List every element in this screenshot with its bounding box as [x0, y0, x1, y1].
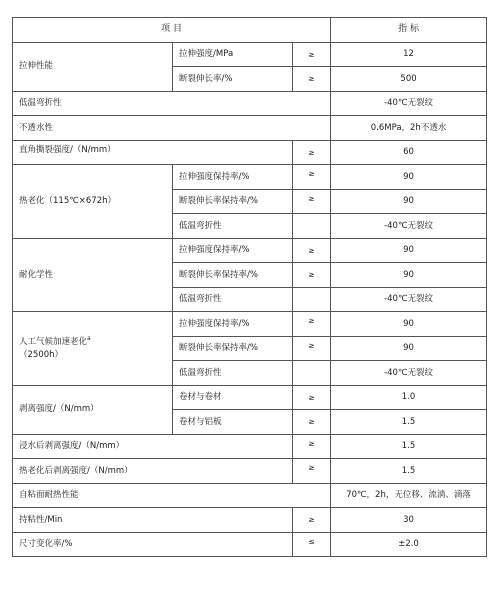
sub-label: 断裂伸长率保持率/%	[173, 189, 293, 214]
comparator: ≥	[293, 67, 331, 92]
value-cell: -40℃无裂纹	[331, 287, 487, 312]
value-cell: 1.5	[331, 410, 487, 435]
value-cell: 90	[331, 189, 487, 214]
sub-label: 卷材与铝板	[173, 410, 293, 435]
comparator: ≥	[293, 42, 331, 67]
footnote-mark: a	[87, 334, 91, 342]
table-row	[13, 459, 487, 484]
value-cell: -40℃无裂纹	[331, 361, 487, 386]
value-cell: 1.5	[331, 459, 487, 484]
comparator: ≤	[293, 532, 331, 557]
row-name-hold: 持粘性/Min	[13, 508, 293, 533]
comparator: ≥	[293, 140, 331, 165]
weathering-name: 人工气候加速老化	[19, 336, 88, 347]
value-cell: 90	[331, 336, 487, 361]
comparator	[293, 287, 331, 312]
comparator	[293, 214, 331, 239]
value-cell: 60	[331, 140, 487, 165]
comparator: ≥	[293, 263, 331, 288]
sub-label: 拉伸强度保持率/%	[173, 238, 293, 263]
value-cell: 1.5	[331, 434, 487, 459]
value-cell: 500	[331, 67, 487, 92]
row-name-weathering	[13, 312, 173, 386]
weathering-duration: （2500h）	[19, 350, 64, 361]
sub-label: 拉伸强度保持率/%	[173, 312, 293, 337]
table-row	[13, 434, 487, 459]
row-name-heat-aging: 热老化（115℃×672h）	[13, 165, 173, 239]
sub-label: 断裂伸长率保持率/%	[173, 263, 293, 288]
comparator: ≥	[293, 508, 331, 533]
comparator: ≥	[293, 165, 331, 190]
comparator: ≥	[293, 410, 331, 435]
value-cell: 1.0	[331, 385, 487, 410]
comparator: ≥	[293, 434, 331, 459]
row-name-self-adhesive: 自粘面耐热性能	[13, 483, 331, 508]
comparator: ≥	[293, 238, 331, 263]
value-cell: 70℃，2h，无位移、流淌、滴落	[331, 483, 487, 508]
comparator: ≥	[293, 336, 331, 361]
sub-label: 卷材与卷材	[173, 385, 293, 410]
value-cell: 90	[331, 165, 487, 190]
row-name-peel-heat: 热老化后剥离强度/（N/mm）	[13, 459, 293, 484]
sub-label: 低温弯折性	[173, 287, 293, 312]
sub-label: 低温弯折性	[173, 361, 293, 386]
row-name-chemical: 耐化学性	[13, 238, 173, 312]
value-cell: 0.6MPa，2h不透水	[331, 116, 487, 141]
comparator: ≥	[293, 459, 331, 484]
header-index: 指 标	[331, 18, 487, 43]
table-row	[13, 238, 487, 263]
comparator: ≥	[293, 312, 331, 337]
value-cell: -40℃无裂纹	[331, 214, 487, 239]
table-row	[13, 532, 487, 557]
row-name-dimension: 尺寸变化率/%	[13, 532, 293, 557]
header-row	[13, 18, 487, 43]
header-item: 项 目	[13, 18, 331, 43]
value-cell: 90	[331, 238, 487, 263]
spec-table	[12, 17, 487, 557]
sub-label: 拉伸强度/MPa	[173, 42, 293, 67]
table-row	[13, 91, 487, 116]
row-name-impermeable: 不透水性	[13, 116, 331, 141]
sub-label: 断裂伸长率/%	[173, 67, 293, 92]
row-name-low-temp: 低温弯折性	[13, 91, 331, 116]
row-name-peel-water: 浸水后剥离强度/（N/mm）	[13, 434, 293, 459]
value-cell: -40℃无裂纹	[331, 91, 487, 116]
value-cell: 90	[331, 312, 487, 337]
table-row	[13, 385, 487, 410]
sub-label: 拉伸强度保持率/%	[173, 165, 293, 190]
value-cell: 30	[331, 508, 487, 533]
value-cell: ±2.0	[331, 532, 487, 557]
comparator: ≥	[293, 385, 331, 410]
row-name-tear: 直角撕裂强度/（N/mm）	[13, 140, 293, 165]
value-cell: 90	[331, 263, 487, 288]
table-row	[13, 116, 487, 141]
row-name-tensile: 拉伸性能	[13, 42, 173, 91]
table-row	[13, 42, 487, 67]
table-row	[13, 312, 487, 337]
table-row	[13, 483, 487, 508]
row-name-peel: 剥离强度/（N/mm）	[13, 385, 173, 434]
sub-label: 断裂伸长率保持率/%	[173, 336, 293, 361]
comparator	[293, 361, 331, 386]
table-row	[13, 165, 487, 190]
comparator: ≥	[293, 189, 331, 214]
sub-label: 低温弯折性	[173, 214, 293, 239]
value-cell: 12	[331, 42, 487, 67]
table-row	[13, 140, 487, 165]
table-row	[13, 508, 487, 533]
